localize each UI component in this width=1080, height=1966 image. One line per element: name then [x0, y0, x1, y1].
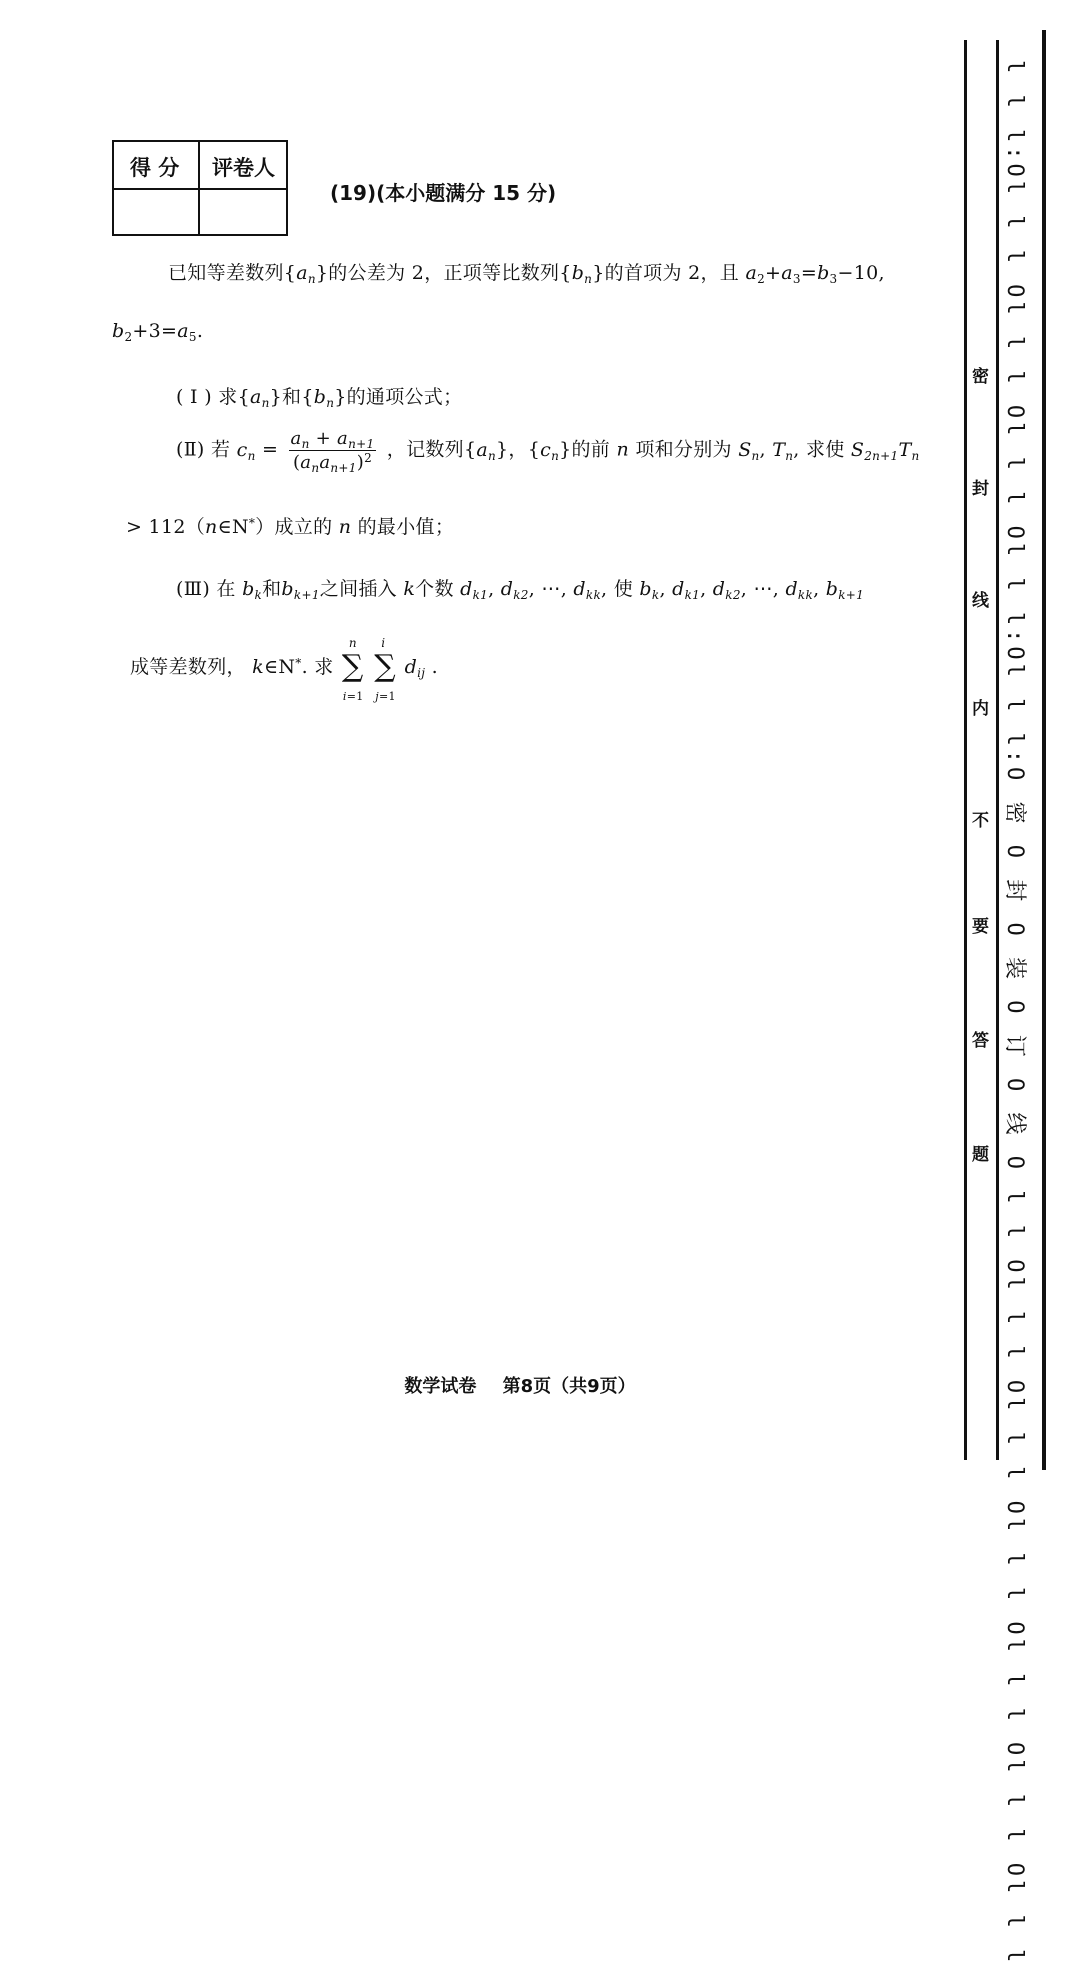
part-3-label: (Ⅲ): [176, 578, 211, 600]
binding-strip: [1002, 60, 1038, 1966]
seal-word: 题: [972, 1145, 989, 1165]
intro-text: }的首项为 2，且: [592, 262, 740, 284]
part-3: (Ⅲ) 在 $b_k$和$b_{k+1}$之间插入 k个数 $d_{k1}$, $d_{k2}$, ⋯, $d_{kk}$, 使 $b_k$, $d_{k1}$, $d_{k2}$, ⋯, $d_{kk}$, $b_{k+1}$: [176, 578, 865, 602]
sum-symbol: n ∑ i=1: [341, 636, 364, 703]
part-2-text: ）成立的: [255, 516, 333, 538]
part-2-text: 求使: [805, 438, 845, 461]
intro-line-2: $b_2+3=a_5$.: [112, 320, 204, 344]
score-header: 得 分: [130, 156, 180, 180]
part-2-text: ，记数列{: [386, 438, 477, 461]
page-footer: [0, 1372, 1040, 1398]
binding-line: [1042, 30, 1046, 1470]
seal-word: 线: [972, 591, 989, 611]
seal-word: 封: [972, 479, 989, 499]
seal-word: 密: [972, 367, 989, 387]
footer-subject: 数学试卷: [404, 1376, 477, 1397]
score-cell: [116, 192, 194, 232]
part-2-text: 的最小值；: [357, 516, 455, 538]
intro-line-1: 已知等差数列$\{a_n\}$的公差为 2，正项等比数列$\{b_n\}$的首项为 2，且 $a_2+a_3=b_3-10$,: [168, 262, 885, 286]
question-title: (19)(本小题满分 15 分): [330, 181, 557, 205]
fraction: $\frac{a_n + a_{n+1}}{(a_na_{n+1})^2}$: [290, 428, 375, 475]
grader-cell: [202, 192, 282, 232]
footer-page: 第8页（共9页）: [502, 1376, 636, 1397]
part-2-line-2: > 112（n∈N*）成立的 n 的最小值；: [126, 516, 455, 538]
sum-symbol: i ∑ j=1: [374, 636, 396, 703]
intro-text: }的公差为 2，正项等比数列{: [315, 262, 572, 284]
part-3-text: . 求: [301, 656, 334, 678]
part-3-text: 之间插入: [319, 578, 397, 600]
part-3-text: 和: [262, 578, 282, 600]
part-1-label: ( I ): [176, 386, 212, 408]
seal-word: 内: [972, 699, 989, 719]
part-3-text: 成等差数列，: [130, 656, 246, 678]
part-3-text: 个数: [415, 578, 454, 600]
part-3-text: .: [431, 656, 438, 678]
intro-text: 已知等差数列{: [168, 262, 297, 284]
part-2-label: (Ⅱ): [176, 438, 205, 461]
grader-header: 评卷人: [212, 156, 275, 180]
seal-word: 答: [972, 1031, 989, 1051]
part-1-text: }和{: [269, 386, 314, 408]
score-table: [112, 140, 288, 236]
part-3-text: 在: [216, 578, 236, 600]
table-divider: [114, 188, 286, 190]
part-1-text: }的通项公式；: [334, 386, 463, 408]
binding-line: [964, 40, 967, 1460]
part-2-text: > 112（: [126, 516, 206, 538]
part-1: ( I ) 求$\{a_n\}$和$\{b_n\}$的通项公式；: [176, 386, 463, 410]
seal-word: 不: [972, 811, 989, 831]
part-1-text: 求{: [218, 386, 250, 408]
part-2-text: }的前: [559, 438, 611, 461]
part-2-text: 项和分别为: [635, 438, 732, 461]
binding-strip-text: l l l:Ol l l Ol l l Ol l l Ol l l:Ol l l:O 密 O 封 O 装 O 订 O 线 O l l Ol l l Ol l l Ol l l Ol l l Ol l l Ol l l: [1002, 60, 1027, 1966]
part-3-text: 使: [613, 578, 634, 600]
part-2: (Ⅱ) 若 $c_n$ = $\frac{a_n + a_{n+1}}{(a_na_{n+1})^2}$ ，记数列$\{a_n\}$，$\{c_n\}$的前 n 项和分别为 $S_n$, $T_n$, 求使 $S_{2n+1}T_n$: [176, 428, 920, 475]
binding-line: [996, 40, 999, 1460]
part-2-text: 若: [210, 438, 231, 461]
part-2-text: }，{: [496, 438, 541, 461]
part-3-line-2: 成等差数列， k∈N*. 求 n ∑ i=1 i ∑ j=1 $d_{ij}$ .: [130, 636, 438, 703]
seal-word: 要: [972, 917, 989, 937]
